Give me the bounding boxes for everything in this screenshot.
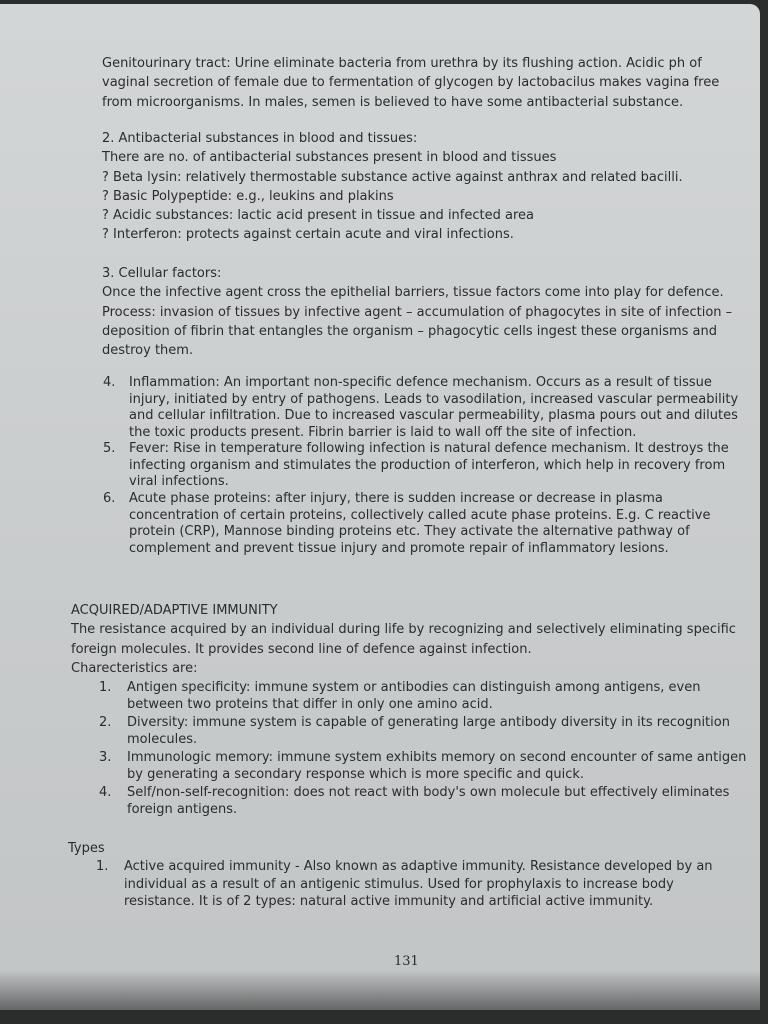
section-2-heading: 2. Antibacterial substances in blood and tissues: — [102, 131, 418, 146]
list-item-text: Self/non-self-recognition: does not react with body's own molecule but effectively eliminates foreign antigens. — [127, 785, 730, 817]
acquired-heading: ACQUIRED/ADAPTIVE IMMUNITY — [71, 603, 278, 618]
page-bottom-shadow — [0, 970, 760, 1010]
acquired-definition: The resistance acquired by an individual during life by recognizing and selectively eliminating specific foreign molecules. It provides second line of defence against infection. — [71, 622, 736, 657]
list-item-text: Active acquired immunity - Also known as adaptive immunity. Resistance developed by an individual as a result of an antigenic stimulus. Used for prophylaxis to increase body resistance. It is of 2 types: natural active immunity and artificial active immunity. — [124, 859, 713, 909]
genitourinary-paragraph — [102, 54, 742, 112]
beta-lysin-item: ? Beta lysin: relatively thermostable substance active against anthrax and related bacilli. — [102, 169, 683, 185]
section-cellular-factors — [102, 264, 742, 360]
list-item — [103, 441, 743, 491]
basic-polypeptide-item: ? Basic Polypeptide: e.g., leukins and plakins — [102, 188, 394, 204]
list-item-number: 1. — [96, 859, 109, 874]
page-number: 131 — [394, 954, 419, 969]
section-3-text-1: Once the infective agent cross the epithelial barriers, tissue factors come into play for defence. — [102, 285, 724, 301]
list-item-text: Diversity: immune system is capable of generating large antibody diversity in its recognition molecules. — [127, 715, 730, 747]
list-item-number: 3. — [99, 750, 112, 765]
list-item — [99, 749, 747, 784]
innate-numbered-list — [103, 375, 743, 557]
section-types — [68, 839, 748, 858]
list-item-number: 6. — [103, 491, 116, 506]
interferon-item: ? Interferon: protects against certain acute and viral infections. — [102, 227, 514, 243]
section-2-intro: There are no. of antibacterial substances present in blood and tissues — [102, 150, 557, 166]
section-antibacterial-substances — [102, 129, 742, 245]
list-item-text: Inflammation: An important non-specific defence mechanism. Occurs as a result of tissue injury, initiated by entry of pathogens. Leads to vasodilation, increased vascular permeability and cellular infiltration. Due to increased vascular permeability, plasma pours out and dilutes the toxic products present. Fibrin barrier is laid to wall off the site of infection. — [129, 375, 739, 440]
section-3-text-2: Process: invasion of tissues by infective agent – accumulation of phagocytes in site of infection – deposition of fibrin that entangles the organism – phagocytic cells ingest these organisms and destroy them. — [102, 304, 733, 359]
list-item — [103, 375, 743, 441]
list-item — [99, 679, 747, 714]
list-item — [99, 784, 747, 818]
list-item-number: 5. — [103, 441, 116, 456]
book-page — [0, 4, 760, 1010]
genitourinary-text: Genitourinary tract: Urine eliminate bacteria from urethra by its flushing action. Acidic ph of vaginal secretion of female due to fermentation of glycogen by lactobacilus makes vagina free from microorganisms. In males, semen is believed to have some antibacterial substance. — [102, 56, 720, 110]
list-item-number: 4. — [99, 785, 112, 800]
acidic-substances-item: ? Acidic substances: lactic acid present in tissue and infected area — [102, 208, 534, 224]
list-item — [103, 491, 743, 557]
list-item — [96, 858, 748, 911]
characteristics-list — [99, 679, 747, 818]
list-item-text: Immunologic memory: immune system exhibits memory on second encounter of same antigen by generating a secondary response which is more specific and quick. — [127, 750, 747, 782]
section-acquired-immunity — [71, 601, 746, 678]
section-3-heading: 3. Cellular factors: — [102, 266, 222, 281]
list-item — [99, 714, 747, 749]
list-item-number: 4. — [103, 375, 116, 390]
list-item-number: 1. — [99, 680, 112, 695]
list-item-number: 2. — [99, 715, 112, 730]
characteristics-label: Charecteristics are: — [71, 660, 198, 676]
list-item-text: Fever: Rise in temperature following infection is natural defence mechanism. It destroys the infecting organism and stimulates the production of interferon, which help in recovery from viral infections. — [129, 441, 729, 489]
types-heading: Types — [68, 841, 105, 856]
types-list — [96, 858, 748, 911]
list-item-text: Antigen specificity: immune system or antibodies can distinguish among antigens, even between two proteins that differ in only one amino acid. — [127, 680, 701, 712]
list-item-text: Acute phase proteins: after injury, there is sudden increase or decrease in plasma concentration of certain proteins, collectively called acute phase proteins. E.g. C reactive protein (CRP), Mannose binding proteins etc. They activate the alternative pathway of complement and prevent tissue injury and promote repair of inflammatory lesions. — [129, 491, 711, 556]
